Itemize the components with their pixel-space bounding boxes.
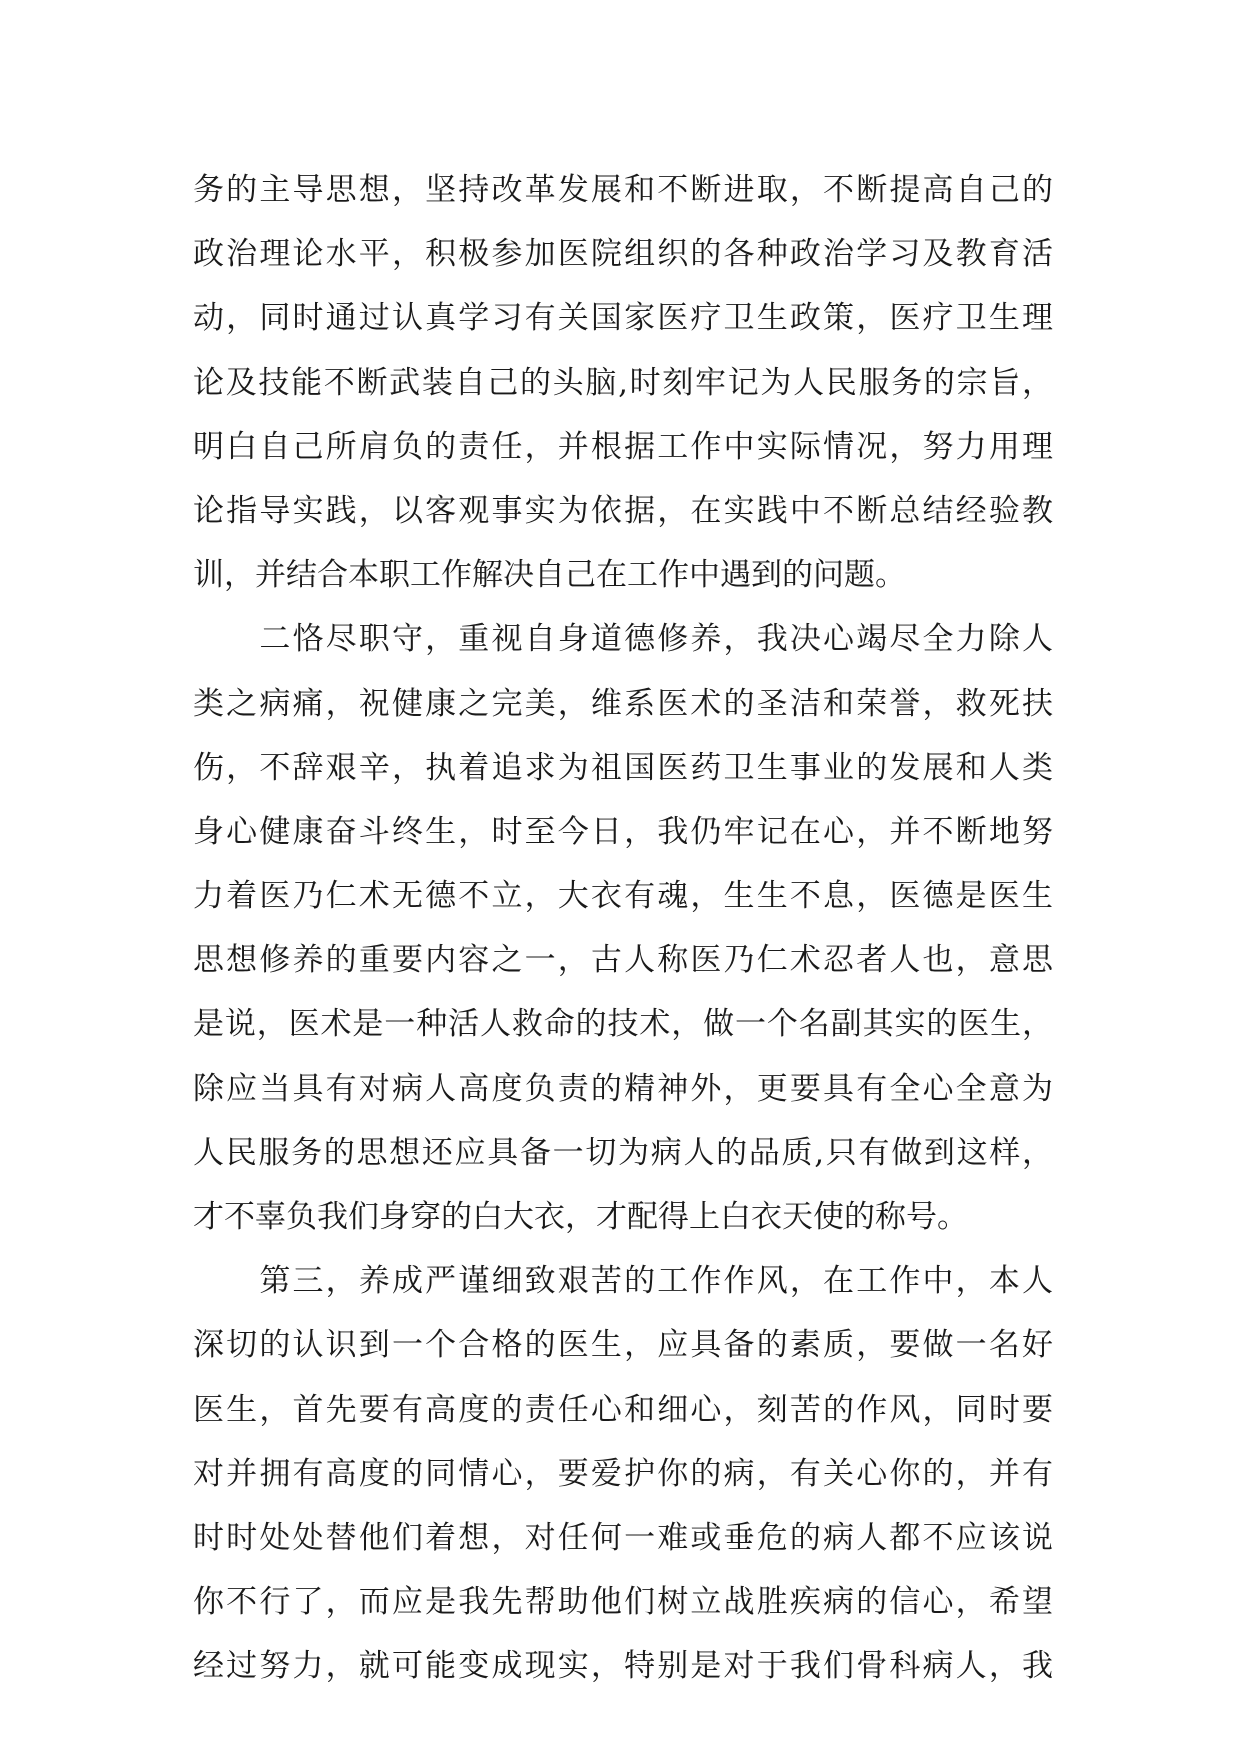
text-line: 第三，养成严谨细致艰苦的工作作风，在工作中，本人 [193,1263,1053,1300]
text-line: 二恪尽职守，重视自身道德修养，我决心竭尽全力除人 [193,621,1053,658]
text-line: 是说，医术是一种活人救命的技术，做一个名副其实的医生， [193,1006,1053,1043]
text-line: 除应当具有对病人高度负责的精神外，更要具有全心全意为 [193,1070,1053,1107]
text-line: 论指导实践，以客观事实为依据，在实践中不断总结经验教 [193,492,1053,529]
text-line: 论及技能不断武装自己的头脑,时刻牢记为人民服务的宗旨， [193,364,1053,401]
text-line: 伤，不辞艰辛，执着追求为祖国医药卫生事业的发展和人类 [193,749,1053,786]
text-line: 时时处处替他们着想，对任何一难或垂危的病人都不应该说 [193,1519,1053,1556]
text-line: 政治理论水平，积极参加医院组织的各种政治学习及教育活 [193,236,1053,273]
text-line: 类之病痛，祝健康之完美，维系医术的圣洁和荣誉，救死扶 [193,685,1053,722]
text-line: 力着医乃仁术无德不立，大衣有魂，生生不息，医德是医生 [193,878,1053,915]
text-line: 经过努力，就可能变成现实，特别是对于我们骨科病人，我 [193,1648,1053,1685]
text-line: 动，同时通过认真学习有关国家医疗卫生政策，医疗卫生理 [193,300,1053,337]
text-line: 思想修养的重要内容之一，古人称医乃仁术忍者人也，意思 [193,942,1053,979]
body-text [193,158,1053,1699]
text-line: 身心健康奋斗终生，时至今日，我仍牢记在心，并不断地努 [193,813,1053,850]
text-line: 训，并结合本职工作解决自己在工作中遇到的问题。 [193,557,906,594]
text-line: 深切的认识到一个合格的医生，应具备的素质，要做一名好 [193,1327,1053,1364]
text-line: 才不辜负我们身穿的白大衣，才配得上白衣天使的称号。 [193,1199,968,1235]
text-line: 人民服务的思想还应具备一切为病人的品质,只有做到这样， [193,1134,1053,1171]
text-line: 对并拥有高度的同情心，要爱护你的病，有关心你的，并有 [193,1455,1053,1492]
text-line: 医生，首先要有高度的责任心和细心，刻苦的作风，同时要 [193,1391,1053,1428]
text-line: 你不行了，而应是我先帮助他们树立战胜疾病的信心，希望 [193,1584,1053,1621]
text-line: 明白自己所肩负的责任，并根据工作中实际情况，努力用理 [193,428,1053,465]
text-line: 务的主导思想，坚持改革发展和不断进取，不断提高自己的 [193,172,1053,208]
